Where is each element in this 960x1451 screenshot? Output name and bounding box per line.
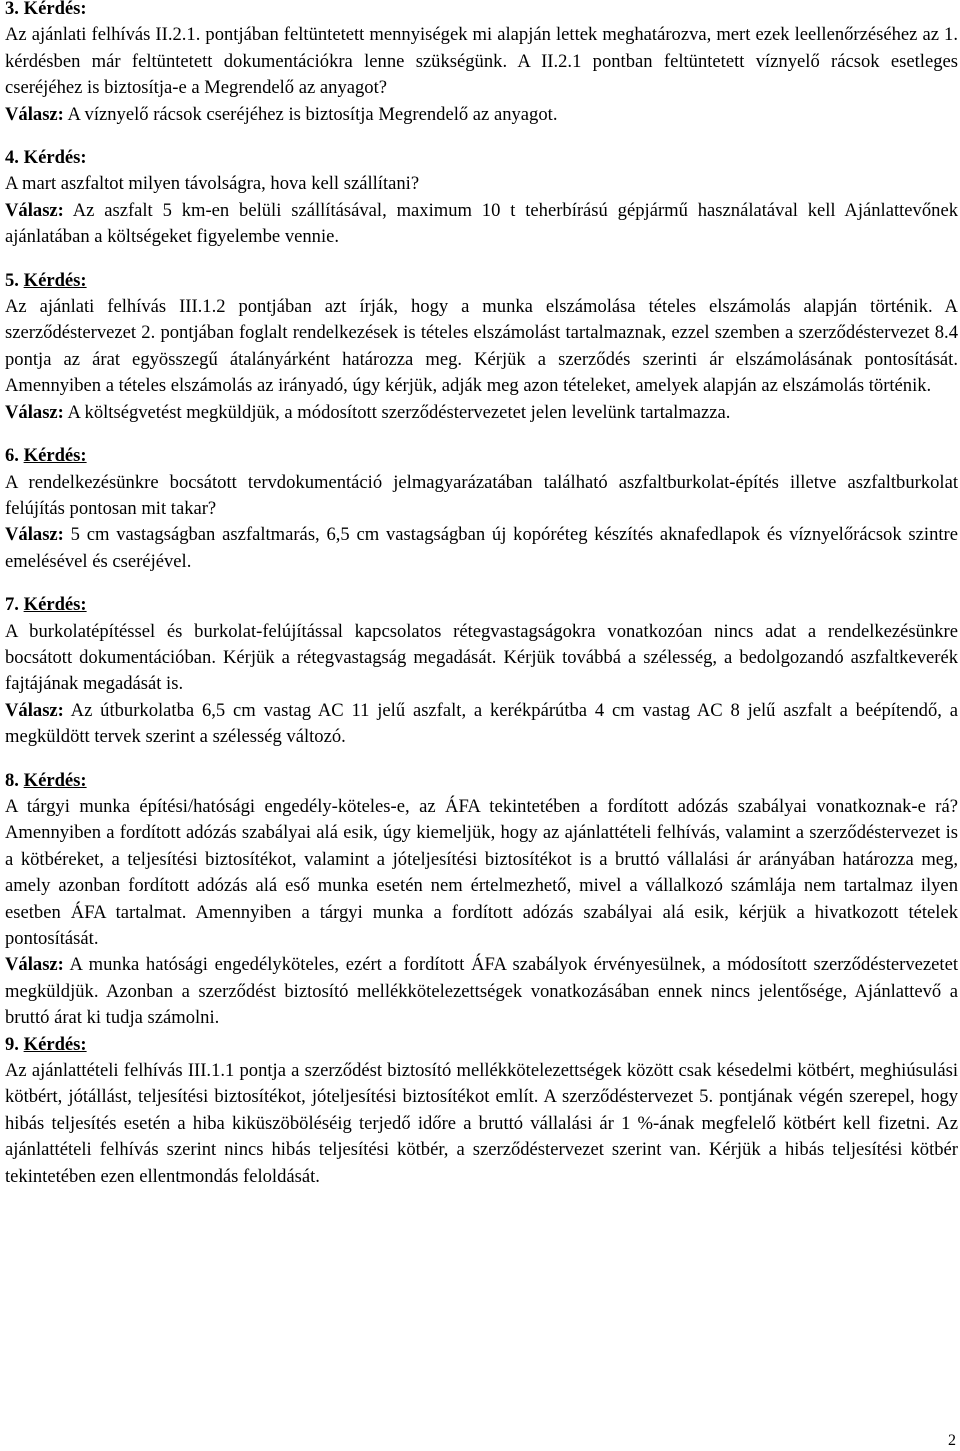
- question-text: Az ajánlati felhívás II.2.1. pontjában feltüntetett mennyiségek mi alapján lettek meghatározva, mert ezek leellenőrzéséhez az 1. kérdésben már feltüntetett dokumentációkra lenne szükségünk. A II.2.1 pontban feltüntetett víznyelő rácsok esetleges cseréjéhez is biztosítja-e a Megrendelő az anyagot?: [5, 24, 958, 99]
- section-5: [5, 268, 958, 426]
- question-text: Az ajánlati felhívás III.1.2 pontjában azt írják, hogy a munka elszámolása tételes elszámolás alapján történik. A szerződéstervezet 2. pontjában foglalt rendelkezések is tételes elszámolást tartalmaznak, ezzel szemben a szerződéstervezet 8.4 pontja az árat egyösszegű átalányárként határozza meg. Kérjük a szerződés szerinti ár elszámolásának pontosítását. Amennyiben a tételes elszámolás az irányadó, úgy kérjük, adják meg azon tételeket, amelyek alapján az elszámolás történik.: [5, 296, 958, 397]
- section-number: 4.: [5, 147, 19, 169]
- question-text: A rendelkezésünkre bocsátott tervdokumentáció jelmagyarázatában található aszfaltburkolat-építés illetve aszfaltburkolat felújítás pontosan mit takar?: [5, 471, 958, 519]
- question-text: A tárgyi munka építési/hatósági engedély-köteles-e, az ÁFA tekintetében a fordított adózás szabályai vonatkoznak-e rá? Amennyiben a fordított adózás szabályai alá esik, úgy kiemeljük, hogy az ajánlattételi felhívás, valamint a szerződéstervezet is a kötbéreket, a teljesítési biztosítékot, valamint a jóteljesítési biztosítékot is a bruttó vállalási ár arányában határozza meg, amely azonban fordított adózás alá eső munka esetén nem értelmezhető, mivel a vállalkozó számlája nem tartalmaz ilyen esetben ÁFA tartalmat. Amennyiben a tárgyi munka a fordított adózás szabályai alá esik, kérjük a hivatkozott tételek pontosítását.: [5, 795, 958, 949]
- section-number: 5.: [5, 269, 19, 291]
- answer-text: A víznyelő rácsok cseréjéhez is biztosítja Megrendelő az anyagot.: [67, 103, 558, 125]
- answer-text: A munka hatósági engedélyköteles, ezért a fordított ÁFA szabályok érvényesülnek, a módosított szerződéstervezetet megküldjük. Azonban a szerződést biztosító mellékkötelezettségek vonatkozásában ennek nincs jelentősége, Ajánlattevő a bruttó árat ki tudja számolni.: [5, 954, 959, 1029]
- section-4: [5, 145, 958, 251]
- kerdes-label: Kérdés:: [23, 269, 87, 291]
- section-heading: [5, 443, 958, 469]
- answer-text: 5 cm vastagságban aszfaltmarás, 6,5 cm vastagságban új kopóréteg készítés aknafedlapok és víznyelőrácsok szintre emelésével és cseréjével.: [5, 524, 958, 572]
- valasz-label: Válasz:: [5, 954, 64, 976]
- section-number: 8.: [5, 769, 19, 791]
- question-text: Az ajánlattételi felhívás III.1.1 pontja a szerződést biztosító mellékkötelezettségek között csak késedelmi kötbért, meghiúsulási kötbért, jótállást, teljesítési biztosítékot, jóteljesítési biztosítékot említ. A szerződéstervezet 5. pontjának végén szerepel, hogy hibás teljesítés esetén a hiba kiküszöböléséig terjedő időre a bruttó vállalási ár 1 %-ának megfelelő kötbért kell fizetni. Az ajánlattételi felhívás szerint nincs hibás teljesítési kötbér, a szerződéstervezet szerint van. Kérjük a hibás teljesítési kötbér tekintetében ezen ellentmondás feloldását.: [5, 1060, 958, 1187]
- section-heading: [5, 145, 958, 171]
- question-text: A burkolatépítéssel és burkolat-felújítással kapcsolatos rétegvastagságokra vonatkozóan nincs adat a rendelkezésünkre bocsátott dokumentációban. Kérjük a rétegvastagság megadását. Kérjük továbbá a szélesség, a bedolgozandó aszfaltkeverék fajtájának megadását is.: [5, 620, 958, 695]
- section-heading: [5, 0, 958, 22]
- answer-paragraph: [5, 952, 958, 1031]
- kerdes-label: Kérdés:: [23, 769, 87, 791]
- section-7: [5, 592, 958, 750]
- page-number: 2: [948, 1432, 956, 1449]
- answer-paragraph: [5, 698, 958, 751]
- question-text: A mart aszfaltot milyen távolságra, hova kell szállítani?: [5, 173, 420, 195]
- section-9: [5, 1032, 958, 1190]
- answer-paragraph: [5, 198, 958, 251]
- valasz-label: Válasz:: [5, 524, 64, 546]
- valasz-label: Válasz:: [5, 401, 64, 423]
- section-number: 7.: [5, 594, 19, 616]
- section-number: 3.: [5, 0, 19, 19]
- section-number: 9.: [5, 1033, 19, 1055]
- valasz-label: Válasz:: [5, 199, 64, 221]
- section-heading: [5, 592, 958, 618]
- valasz-label: Válasz:: [5, 699, 64, 721]
- kerdes-label: Kérdés:: [23, 147, 87, 169]
- answer-text: Az útburkolatba 6,5 cm vastag AC 11 jelű aszfalt, a kerékpárútba 4 cm vastag AC 8 jelű aszfalt a beépítendő, a megküldött tervek szerint a szélesség változó.: [5, 699, 958, 748]
- kerdes-label: Kérdés:: [23, 1033, 87, 1055]
- section-heading: [5, 1032, 958, 1058]
- section-number: 6.: [5, 445, 19, 467]
- section-heading: [5, 268, 958, 294]
- kerdes-label: Kérdés:: [23, 445, 87, 467]
- kerdes-label: Kérdés:: [23, 594, 87, 616]
- answer-paragraph: [5, 522, 958, 575]
- answer-text: A költségvetést megküldjük, a módosított szerződéstervezetet jelen levelünk tartalmazza.: [67, 401, 731, 423]
- answer-paragraph: [5, 102, 958, 128]
- document-page: [5, 0, 958, 1190]
- section-6: [5, 443, 958, 575]
- section-3: [5, 0, 958, 128]
- kerdes-label: Kérdés:: [23, 0, 87, 19]
- section-heading: [5, 768, 958, 794]
- answer-text: Az aszfalt 5 km-en belüli szállításával, maximum 10 t teherbírású gépjármű használatával kell Ajánlattevőnek ajánlatában a költségeket figyelembe vennie.: [5, 199, 958, 248]
- section-8: [5, 768, 958, 1032]
- answer-paragraph: [5, 400, 958, 426]
- valasz-label: Válasz:: [5, 103, 64, 125]
